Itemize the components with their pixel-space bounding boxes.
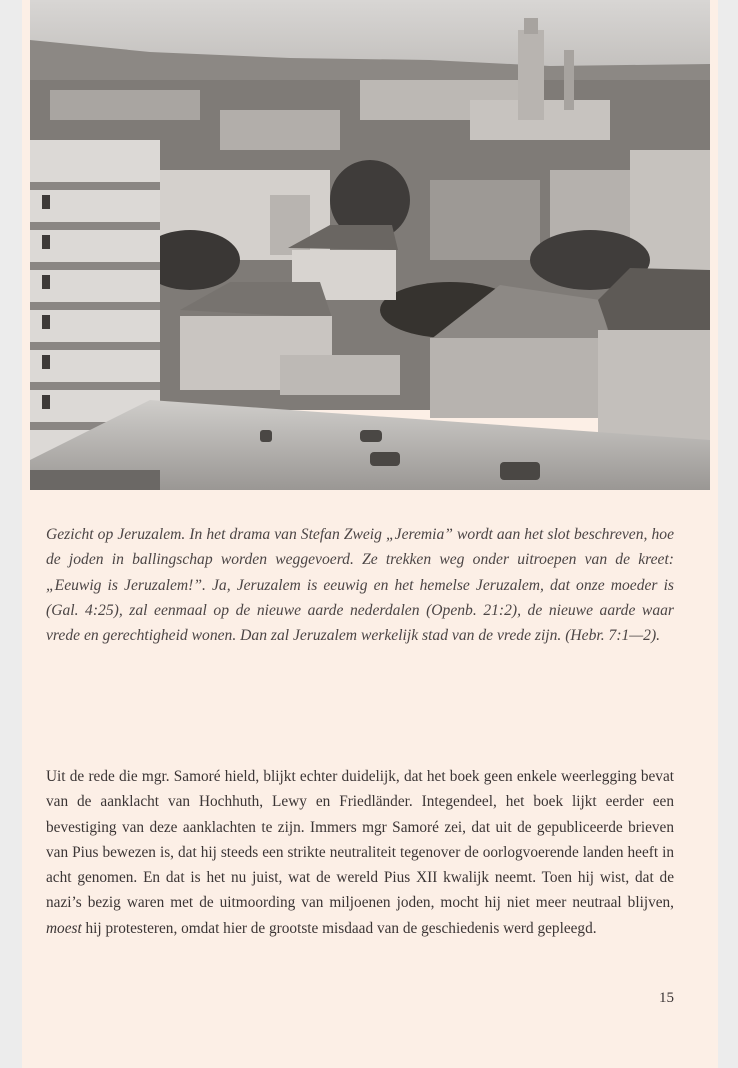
- body-text-part: Uit de rede die mgr. Samoré hield, blijkt echter duidelijk, dat het boek geen enkele weerlegging bevat van de aanklacht van Hochhuth, Lewy en Friedländer. Integendeel, het boek lijkt eerder een bevestiging van deze aanklachten te zijn. Immers mgr Samoré zei, dat uit de gepubliceerde brieven van Pius bewezen is, dat hij steeds een strikte neutraliteit tegenover de oorlogvoerende landen heeft in acht genomen. En dat is het nu juist, wat de wereld Pius XII kwalijk neemt. Toen hij wist, dat de nazi’s bezig waren met de uitmoording van miljoenen joden, mocht hij niet meer neutraal blijven,: [46, 768, 674, 912]
- photo-caption: Gezicht op Jeruzalem. In het drama van Stefan Zweig „Jeremia” wordt aan het slot beschreven, hoe de joden in ballingschap worden weggevoerd. Ze trekken weg onder uitroepen van de kreet: „Eeuwig is Jeruzalem!”. Ja, Jeruzalem is eeuwig en het hemelse Jeruzalem, dat onze moeder is (Gal. 4:25), zal eenmaal op de nieuwe aarde nederdalen (Openb. 21:2), de nieuwe aarde waar vrede en gerechtigheid wonen. Dan zal Jeruzalem werkelijk stad van de vrede zijn. (Hebr. 7:1—2).: [46, 526, 674, 645]
- body-text-part: hij protesteren, omdat hier de grootste misdaad van de geschiedenis werd gepleegd.: [85, 919, 597, 937]
- book-page: [22, 0, 718, 1068]
- jerusalem-photo: [30, 0, 710, 490]
- emphasized-word: moest: [46, 919, 82, 937]
- page-number: 15: [659, 990, 674, 1006]
- body-paragraph: [46, 764, 674, 941]
